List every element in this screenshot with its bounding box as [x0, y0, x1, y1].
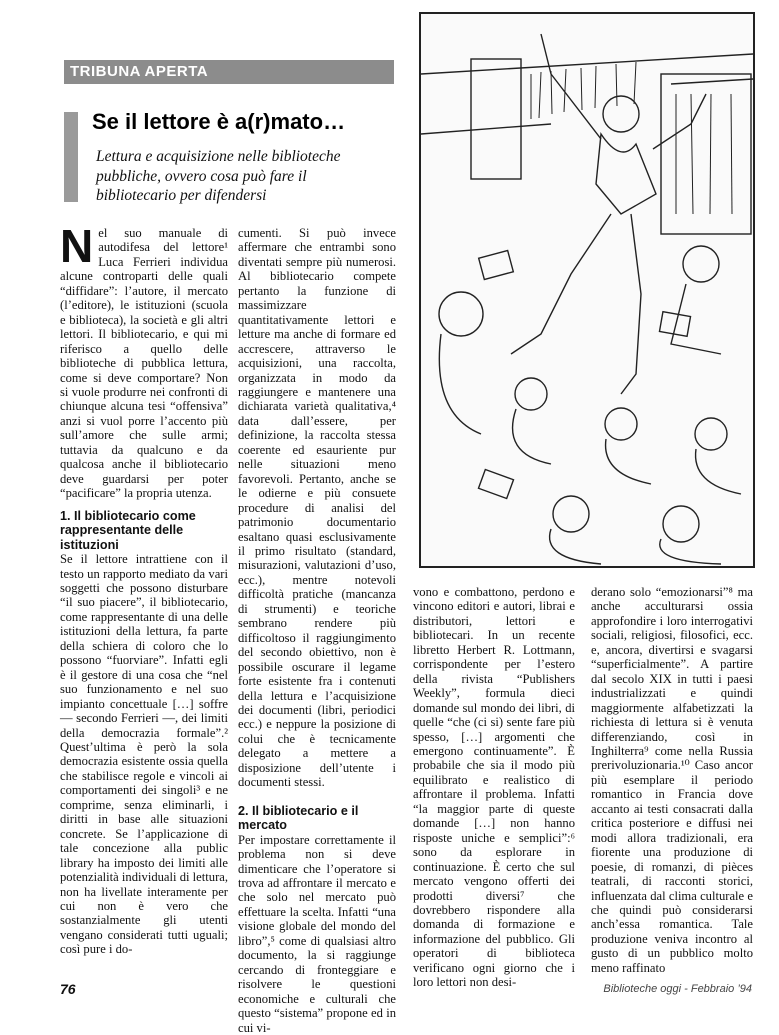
- journal-footer: Biblioteche oggi - Febbraio ’94: [603, 983, 752, 995]
- paragraph: derano solo “emozionarsi”⁸ ma anche acculturarsi ossia approfondire i loro interrogativi sociali, religiosi, filosofici, ecc. e, ancora, divertirsi e svagarsi “superficialmente”. A partire dal secolo XIX in tutti i paesi industrializzati e quindi maggiormente alfabetizzati la richiesta di lettura si è venuta differenziando, così in Inghilterra⁹ come nella Russia prerivoluzionaria.¹⁰ Caso ancor più esemplare il periodo romantico in Francia dove accanto ai testi consacrati dalla critica posteriore e diffusi nei modi allora tradizionali, era fiorente una produzione di poesie, di romanzi, di pièces teatrali, di racconti storici, influenzata dal clima culturale e che quindi può considerarsi anch’essa romantica. Tale produzione veniva incontro al gusto di un pubblico molto meno raffinato: [591, 585, 753, 975]
- article-subtitle: Lettura e acquisizione nelle biblioteche pubbliche, ovvero cosa può fare il bibliotecario per difendersi: [96, 148, 341, 204]
- drop-cap: N: [60, 220, 94, 272]
- illustration-drawing: [421, 14, 753, 566]
- text-column-2: [238, 226, 396, 1035]
- text-column-3: [413, 585, 575, 990]
- paragraph-intro-text: el suo manuale di autodifesa del lettore¹ Luca Ferrieri individua alcune controparti delle quali “diffidare”: l’autore, il mercato (l’editore), le istituzioni (scuola e biblioteca), la società e gli altri lettori. Il bibliotecario, e qui mi riferisco a quello delle biblioteche di pubblica lettura, come si deve comportare? Non si vuole produrre nei confronti di chiunque alcuna tesi “offensiva” anzi si vuol porre l’accento più sull’amore che sulle armi; tuttavia da qualcuno e da qualcosa anche il bibliotecario deve guardarsi per poter “pacificare” la propria utenza.: [60, 226, 228, 501]
- text-column-4: [591, 585, 753, 975]
- paragraph: Per impostare correttamente il problema non si deve dimenticare che l’operatore si trova ad affrontare il mercato e che solo nel mercato può effettuare la scelta. Infatti “una visione globale del mondo del libro”,⁵ come di qualsiasi altro documento, la si raggiunge cercando di fronteggiare e risolvere le questioni economiche e culturali che questo “sistema” propone ed in cui vi-: [238, 832, 396, 1035]
- title-side-bar: [64, 112, 78, 202]
- text-column-1: [60, 220, 228, 957]
- page-number: 76: [60, 981, 76, 997]
- library-illustration: [419, 12, 755, 568]
- section-label: TRIBUNA APERTA: [64, 60, 394, 84]
- paragraph: cumenti. Si può invece affermare che entrambi sono diventati sempre più numerosi. Al bibliotecario compete pertanto la funzione di massimizzare quantitativamente lettori e letture ma anche di formare ed accrescere, attraverso le acquisizioni, una raccolta, organizzata in modo da raggiungere e mantenere una dichiarata varietà qualitativa,⁴ data dall’essere, per definizione, la raccolta stessa coerente ed esauriente pur nelle situazioni meno favorevoli. Pertanto, anche se le odierne e più consuete procedure di analisi del patrimonio documentario esaltano quasi esclusivamente il primo risultato (standard, misurazioni, valutazioni d’uso, ecc.), mentre notevoli difficoltà pratiche (mancanza di strumenti) e teoriche sembrano rendere più difficoltoso il raggiungimento del secondo obiettivo, non è possibile oscurare il legame forte esistente fra i contenuti della lettura e l’acquisizione dei documenti (libri, periodici ecc.) e neppure la posizione di colui che è tecnicamente delegato a mettere a disposizione dell’utente i documenti stessi.: [238, 226, 396, 790]
- paragraph-intro: [60, 220, 228, 501]
- section-heading-1: 1. Il bibliotecario come rappresentante delle istituzioni: [60, 508, 196, 552]
- article-title: Se il lettore è a(r)mato…: [92, 109, 346, 134]
- paragraph: vono e combattono, perdono e vincono editori e autori, librai e distributori, lettori e bibliotecari. In un recente libretto Herbert R. Lottmann, corrispondente per l’estero della rivista “Publishers Weekly”, formula dieci domande sul mondo dei libri, di quelle “che (ci si) sente fare più spesso, […] argomenti che emergono continuamente”. È probabile che sia il modo più equilibrato e realistico di affrontare il problema. Infatti “la maggior parte di queste domande […] non hanno risposte uniche e semplici”:⁶ sono da esplorare in continuazione. È certo che sul mercato vengono offerti dei prodotti diversi⁷ che dovrebbero rispondere alla domanda di formazione e informazione del pubblico. Gli operatori di biblioteca verificano ogni giorno che i loro lettori non desi-: [413, 585, 575, 990]
- section-heading-2: 2. Il bibliotecario e il mercato: [238, 803, 359, 833]
- paragraph: Se il lettore intrattiene con il testo un rapporto mediato da vari soggetti che possono disturbare “il suo piacere”, il bibliotecario, come rappresentante di una delle istituzioni della lettura, fa parte della schiera di coloro che lo possono “fuorviare”. Infatti egli è il gestore di una cosa che “nel suo funzionamento e nel suo impianto concettuale […] soffre — secondo Ferrieri —, dei limiti della democrazia formale”.² Quest’ultima è però la sola democrazia esistente ossia quella che stabilisce regole e vincoli ai comportamenti dei singoli³ e ne comprime, senza eliminarli, i diritti in base alle situazioni concrete. Se l’applicazione di tale concezione alla public library ha imposto dei limiti alle potenzialità individuali di lettura, non ha livellate interamente per cui non è vero che sostanzialmente gli utenti vengano considerati tutti uguali; così pure i do-: [60, 552, 228, 957]
